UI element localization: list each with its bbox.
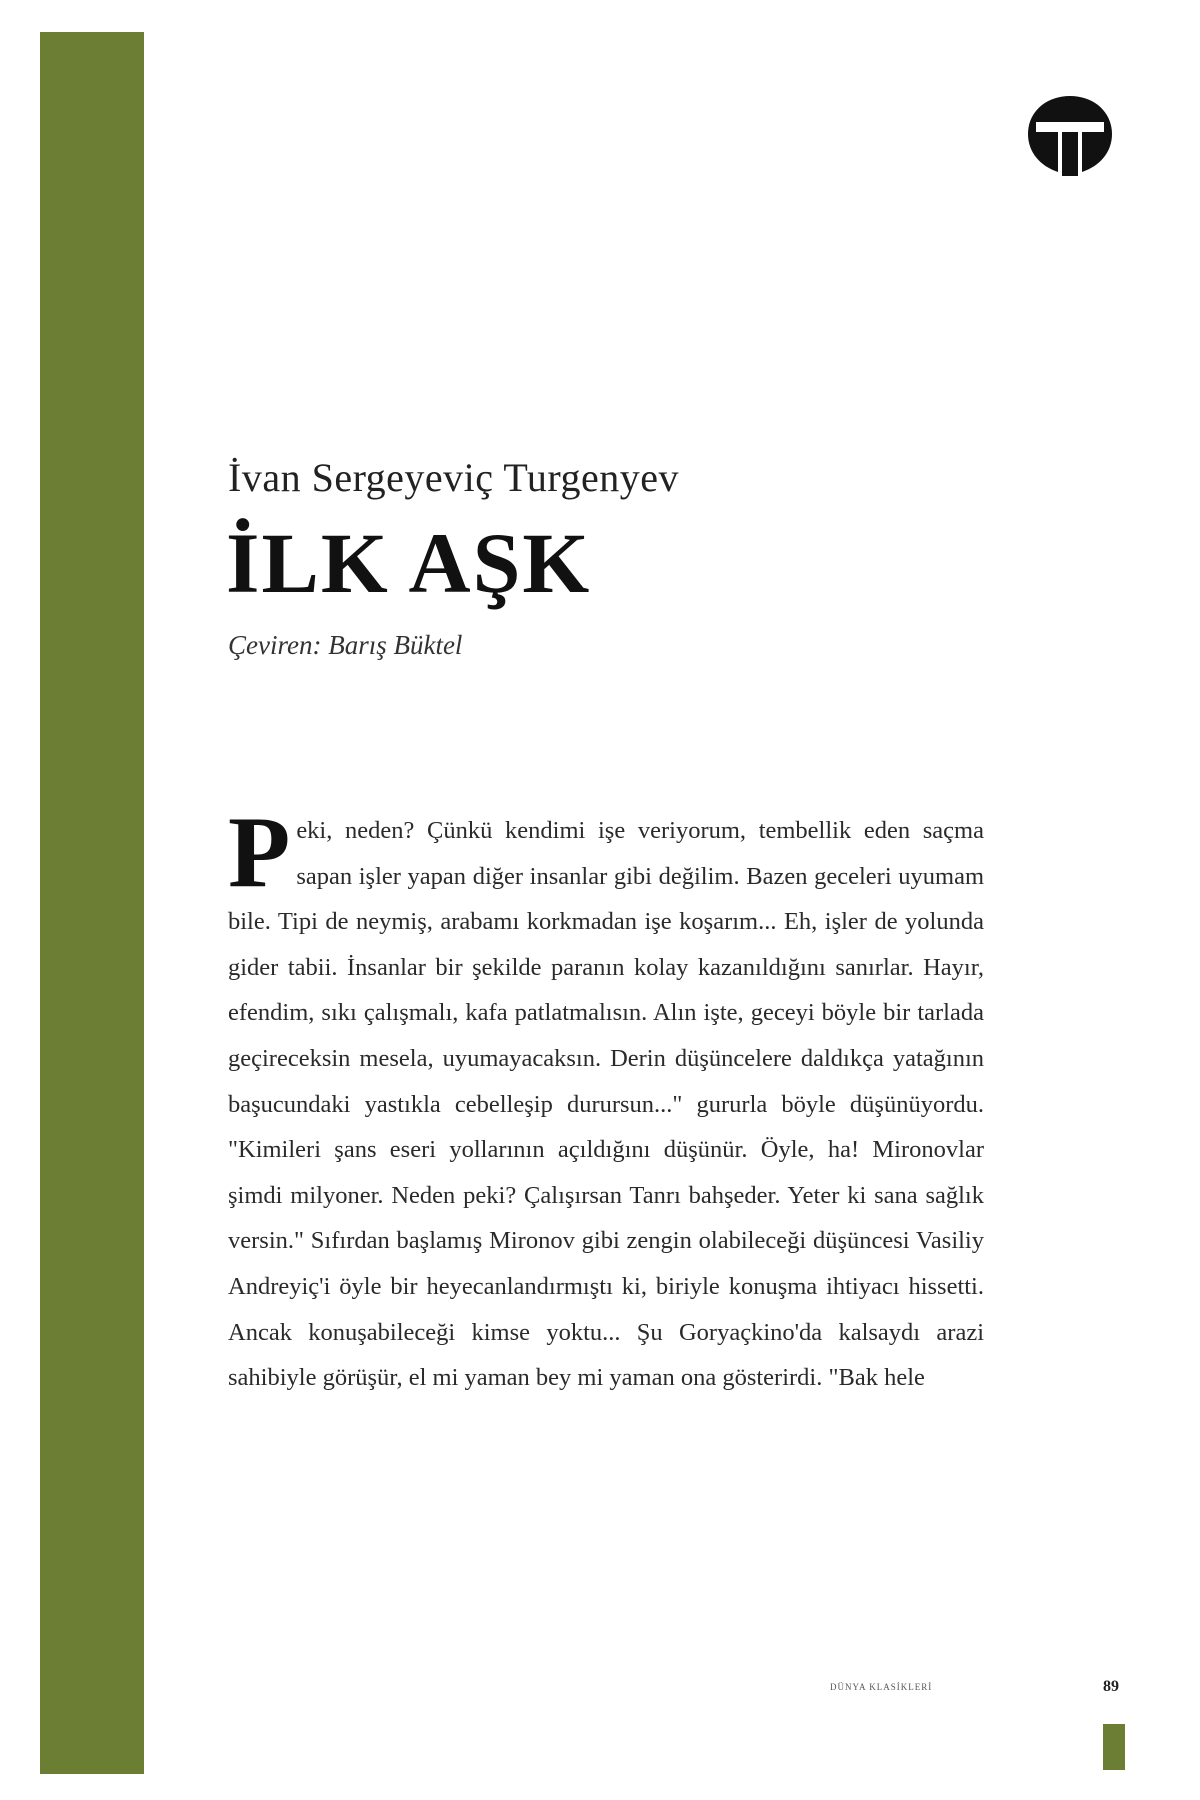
author-name: İvan Sergeyeviç Turgenyev: [228, 455, 679, 500]
left-green-sidebar-bar: [40, 32, 144, 1774]
publisher-t-logo-icon: [1022, 92, 1118, 178]
page-number: 89: [1103, 1678, 1119, 1695]
series-label: DÜNYA KLASİKLERİ: [830, 1682, 933, 1692]
body-text-content: eki, neden? Çünkü kendimi işe veriyorum, tembellik eden saçma sapan işler yapan diğer insanlar gibi değilim. Bazen geceleri uyumam bile. Tipi de neymiş, arabamı korkmadan işe koşarım... Eh, işler de yolunda gider tabii. İnsanlar bir şekilde paranın kolay kazanıldığını sanırlar. Hayır, efendim, sıkı çalışmalı, kafa patlatmalısın. Alın işte, geceyi böyle bir tarlada geçireceksin mesela, uyumayacaksın. Derin düşüncelere daldıkça yatağının başucundaki yastıkla cebelleşip durursun..." gururla böyle düşünüyordu. "Kimileri şans eseri yollarının açıldığını düşünür. Öyle, ha! Mironovlar şimdi milyoner. Neden peki? Çalışırsan Tanrı bahşeder. Yeter ki sana sağlık versin." Sıfırdan başlamış Mironov gibi zengin olabileceği düşüncesi Vasiliy Andreyiç'i öyle bir heyecanlandırmıştı ki, biriyle konuşma ihtiyacı hissetti. Ancak konuşabileceği kimse yoktu... Şu Goryaçkino'da kalsaydı arazi sahibiyle görüşür, el mi yaman bey mi yaman ona gösterirdi. "Bak hele: [228, 817, 984, 1392]
translator-credit: Çeviren: Barış Büktel: [228, 630, 463, 660]
book-title: İLK AŞK: [226, 515, 592, 611]
body-paragraph: [228, 796, 984, 1401]
drop-cap-letter: P: [228, 796, 291, 909]
footer-green-marker-bar: [1103, 1724, 1125, 1770]
